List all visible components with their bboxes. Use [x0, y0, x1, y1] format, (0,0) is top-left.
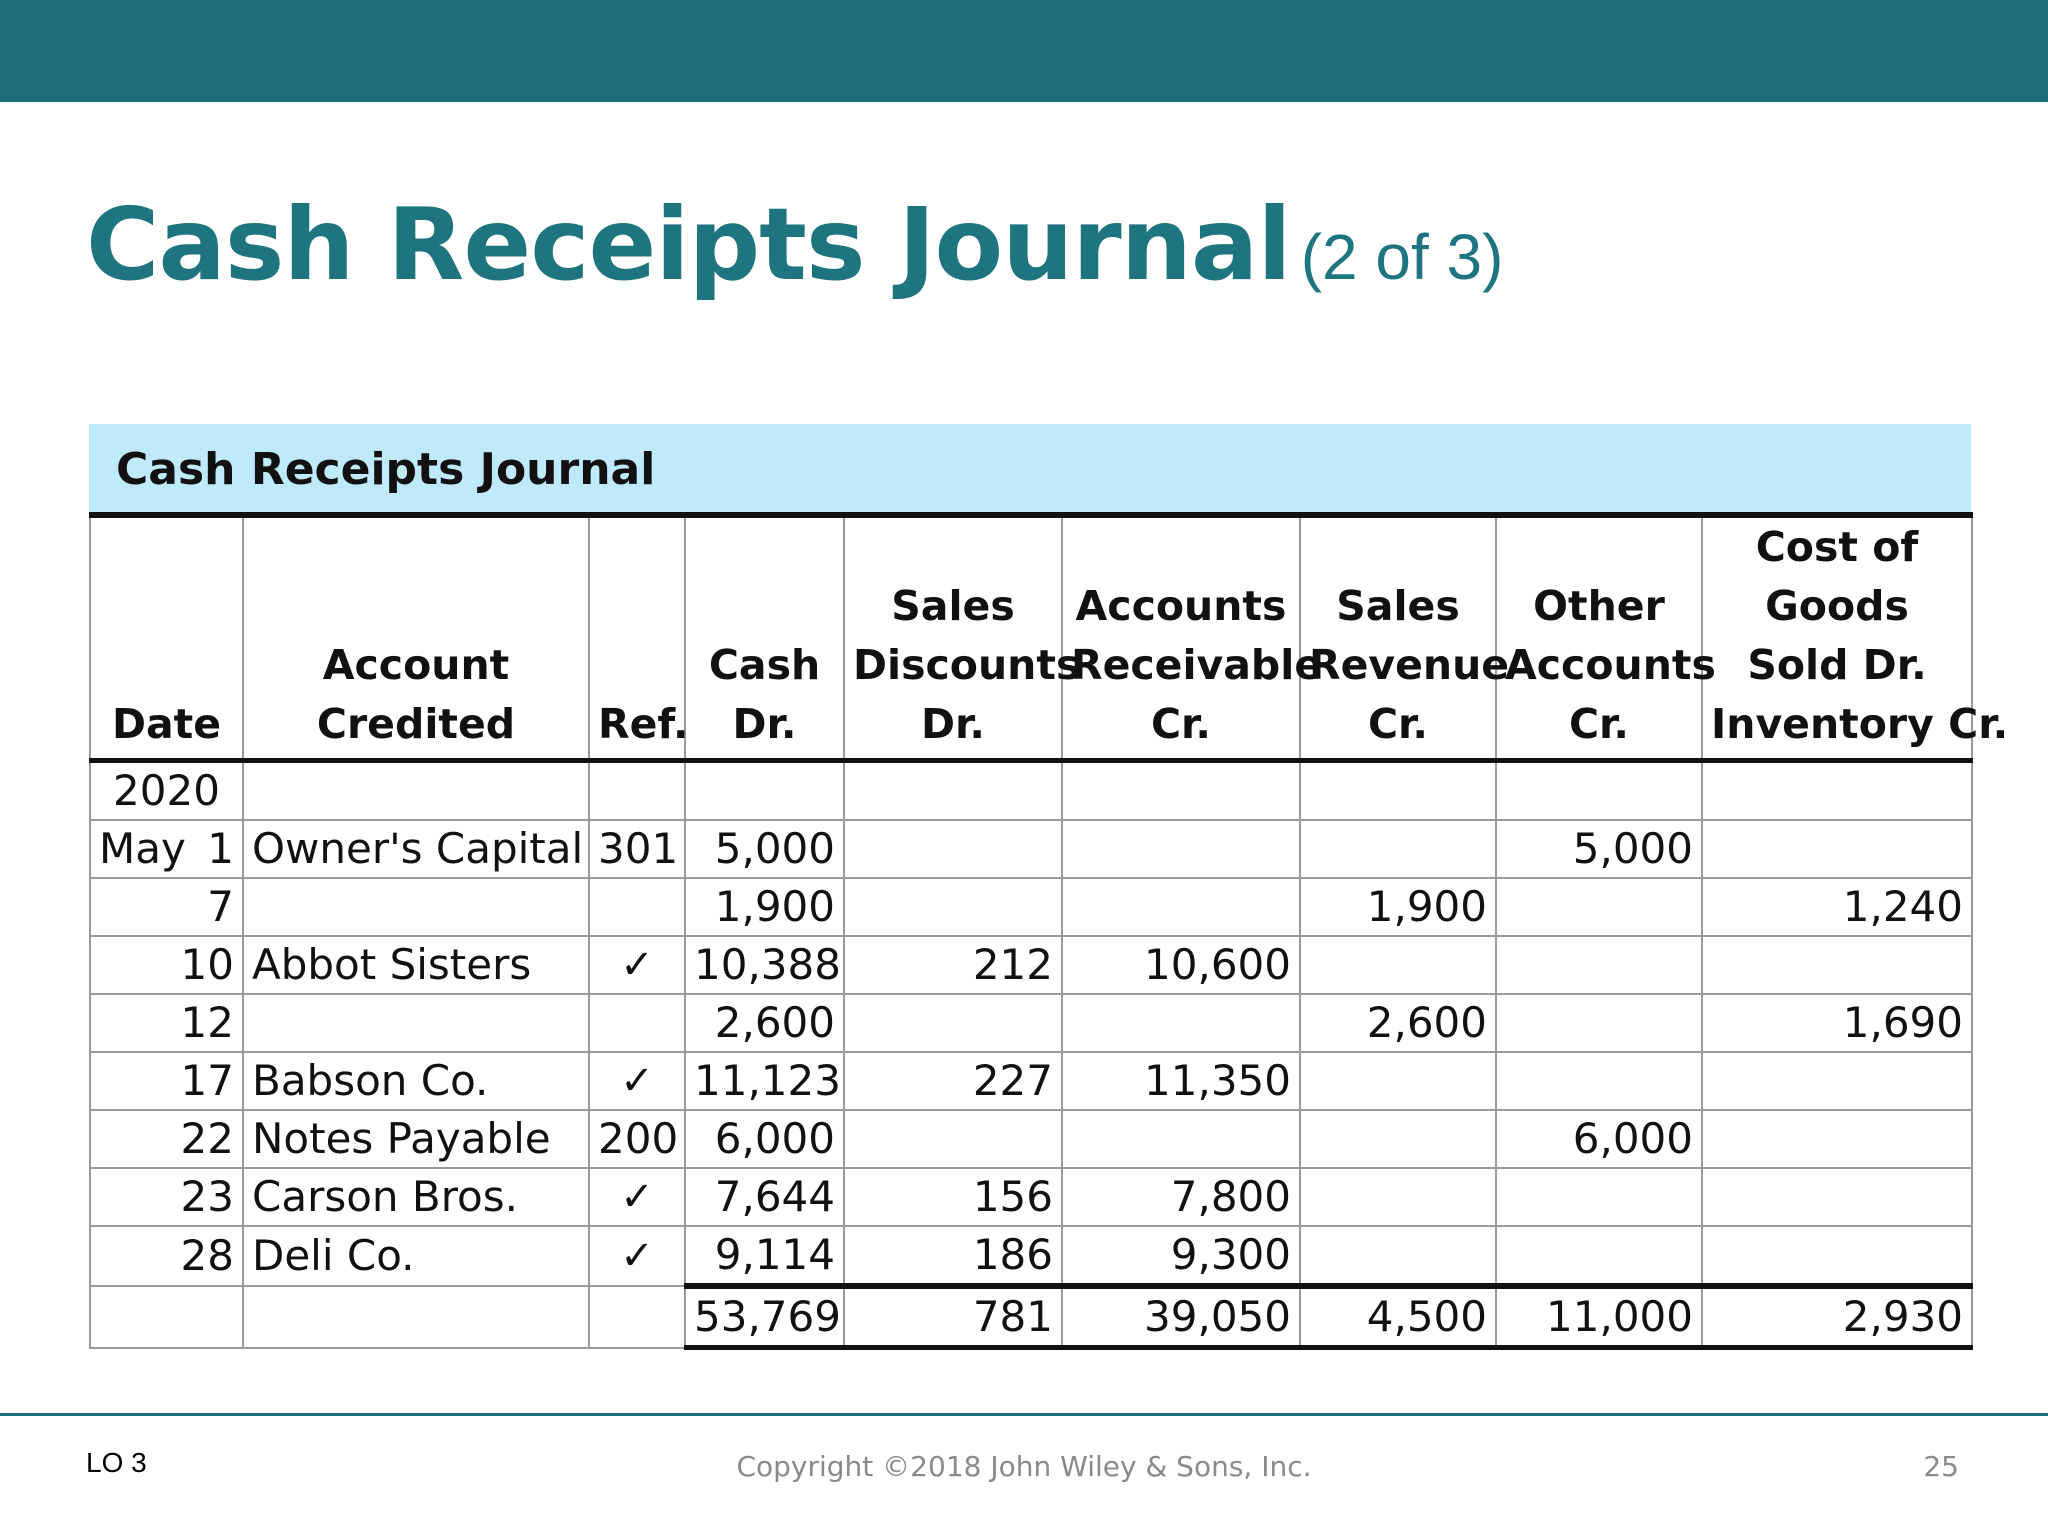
footer-divider — [0, 1413, 2048, 1416]
top-banner — [0, 0, 2048, 102]
col-header-cash: Cash Dr. — [685, 515, 844, 761]
journal-header-title: Cash Receipts Journal — [116, 444, 656, 495]
sales-revenue-cell: 2,600 — [1300, 994, 1496, 1052]
journal-table-figure — [89, 424, 2009, 1350]
cogs-cell — [1702, 820, 1972, 878]
journal-table — [89, 512, 2009, 1350]
other-accounts-cell: 6,000 — [1496, 1110, 1702, 1168]
date-cell: 23 — [90, 1168, 243, 1226]
table-row — [90, 994, 1972, 1052]
col-header-sales-discounts: Sales Discounts Dr. — [844, 515, 1062, 761]
checkmark-icon: ✓ — [589, 1226, 685, 1286]
cash-cell: 1,900 — [685, 878, 844, 936]
sales-discounts-cell — [844, 994, 1062, 1052]
sales-discounts-cell — [844, 1110, 1062, 1168]
checkmark-icon: ✓ — [589, 936, 685, 994]
other-accounts-cell — [1496, 1168, 1702, 1226]
journal-header-bar — [89, 424, 1971, 512]
cash-cell: 10,388 — [685, 936, 844, 994]
col-header-cogs-inventory: Cost of Goods Sold Dr. Inventory Cr. — [1702, 515, 1972, 761]
sales-revenue-cell — [1300, 1052, 1496, 1110]
table-row — [90, 878, 1972, 936]
ref-cell: 200 — [589, 1110, 685, 1168]
col-header-sales-revenue: Sales Revenue Cr. — [1300, 515, 1496, 761]
col-header-account-credited: Account Credited — [243, 515, 589, 761]
cogs-cell — [1702, 1226, 1972, 1286]
accounts-receivable-cell: 9,300 — [1062, 1226, 1300, 1286]
sales-discounts-cell: 186 — [844, 1226, 1062, 1286]
table-row — [90, 1226, 1972, 1286]
total-sales-discounts: 781 — [844, 1286, 1062, 1348]
other-accounts-cell — [1496, 994, 1702, 1052]
table-row — [90, 1168, 1972, 1226]
date-cell: 12 — [90, 994, 243, 1052]
sales-revenue-cell — [1300, 1226, 1496, 1286]
col-header-ref: Ref. — [589, 515, 685, 761]
cogs-cell — [1702, 1052, 1972, 1110]
total-accounts-receivable: 39,050 — [1062, 1286, 1300, 1348]
col-header-date: Date — [90, 515, 243, 761]
year-row — [90, 761, 1972, 821]
date-cell: 7 — [90, 878, 243, 936]
learning-objective-label: LO 3 — [86, 1447, 147, 1478]
copyright-text: Copyright ©2018 John Wiley & Sons, Inc. — [736, 1450, 1312, 1483]
table-row — [90, 820, 1972, 878]
cogs-cell — [1702, 936, 1972, 994]
table-row — [90, 936, 1972, 994]
accounts-receivable-cell: 7,800 — [1062, 1168, 1300, 1226]
account-cell: Babson Co. — [243, 1052, 589, 1110]
sales-discounts-cell — [844, 820, 1062, 878]
account-cell: Owner's Capital — [243, 820, 589, 878]
cogs-cell — [1702, 1168, 1972, 1226]
account-cell: Carson Bros. — [243, 1168, 589, 1226]
other-accounts-cell — [1496, 936, 1702, 994]
sales-discounts-cell: 212 — [844, 936, 1062, 994]
col-header-other-accounts: Other Accounts Cr. — [1496, 515, 1702, 761]
account-cell: Notes Payable — [243, 1110, 589, 1168]
sales-revenue-cell — [1300, 820, 1496, 878]
slide-title-suffix: (2 of 3) — [1300, 221, 1504, 293]
total-other-accounts: 11,000 — [1496, 1286, 1702, 1348]
account-cell: Deli Co. — [243, 1226, 589, 1286]
sales-revenue-cell: 1,900 — [1300, 878, 1496, 936]
total-cogs: 2,930 — [1702, 1286, 1972, 1348]
accounts-receivable-cell: 10,600 — [1062, 936, 1300, 994]
sales-discounts-cell — [844, 878, 1062, 936]
ref-cell — [589, 994, 685, 1052]
ref-cell: 301 — [589, 820, 685, 878]
checkmark-icon: ✓ — [589, 1168, 685, 1226]
cogs-cell: 1,690 — [1702, 994, 1972, 1052]
table-row — [90, 1110, 1972, 1168]
col-header-accounts-receivable: Accounts Receivable Cr. — [1062, 515, 1300, 761]
account-cell — [243, 878, 589, 936]
sales-discounts-cell: 156 — [844, 1168, 1062, 1226]
other-accounts-cell — [1496, 1052, 1702, 1110]
other-accounts-cell — [1496, 1226, 1702, 1286]
cash-cell: 6,000 — [685, 1110, 844, 1168]
totals-row — [90, 1286, 1972, 1348]
total-cash: 53,769 — [685, 1286, 844, 1348]
accounts-receivable-cell — [1062, 820, 1300, 878]
cash-cell: 7,644 — [685, 1168, 844, 1226]
sales-discounts-cell: 227 — [844, 1052, 1062, 1110]
sales-revenue-cell — [1300, 1110, 1496, 1168]
date-cell: May 1 — [90, 820, 243, 878]
accounts-receivable-cell — [1062, 878, 1300, 936]
sales-revenue-cell — [1300, 1168, 1496, 1226]
cash-cell: 11,123 — [685, 1052, 844, 1110]
date-cell: 28 — [90, 1226, 243, 1286]
date-cell: 22 — [90, 1110, 243, 1168]
accounts-receivable-cell: 11,350 — [1062, 1052, 1300, 1110]
header-row — [90, 515, 1972, 761]
checkmark-icon: ✓ — [589, 1052, 685, 1110]
cash-cell: 9,114 — [685, 1226, 844, 1286]
account-cell: Abbot Sisters — [243, 936, 589, 994]
other-accounts-cell: 5,000 — [1496, 820, 1702, 878]
cogs-cell — [1702, 1110, 1972, 1168]
slide-title-text: Cash Receipts Journal — [86, 186, 1291, 303]
date-cell: 10 — [90, 936, 243, 994]
table-row — [90, 1052, 1972, 1110]
cash-cell: 2,600 — [685, 994, 844, 1052]
total-sales-revenue: 4,500 — [1300, 1286, 1496, 1348]
accounts-receivable-cell — [1062, 1110, 1300, 1168]
other-accounts-cell — [1496, 878, 1702, 936]
cogs-cell: 1,240 — [1702, 878, 1972, 936]
ref-cell — [589, 878, 685, 936]
cash-cell: 5,000 — [685, 820, 844, 878]
date-cell: 17 — [90, 1052, 243, 1110]
page-number: 25 — [1923, 1450, 1959, 1483]
slide-title — [86, 185, 1503, 317]
month-label: May — [99, 824, 186, 873]
accounts-receivable-cell — [1062, 994, 1300, 1052]
year-cell: 2020 — [90, 761, 243, 821]
sales-revenue-cell — [1300, 936, 1496, 994]
account-cell — [243, 994, 589, 1052]
